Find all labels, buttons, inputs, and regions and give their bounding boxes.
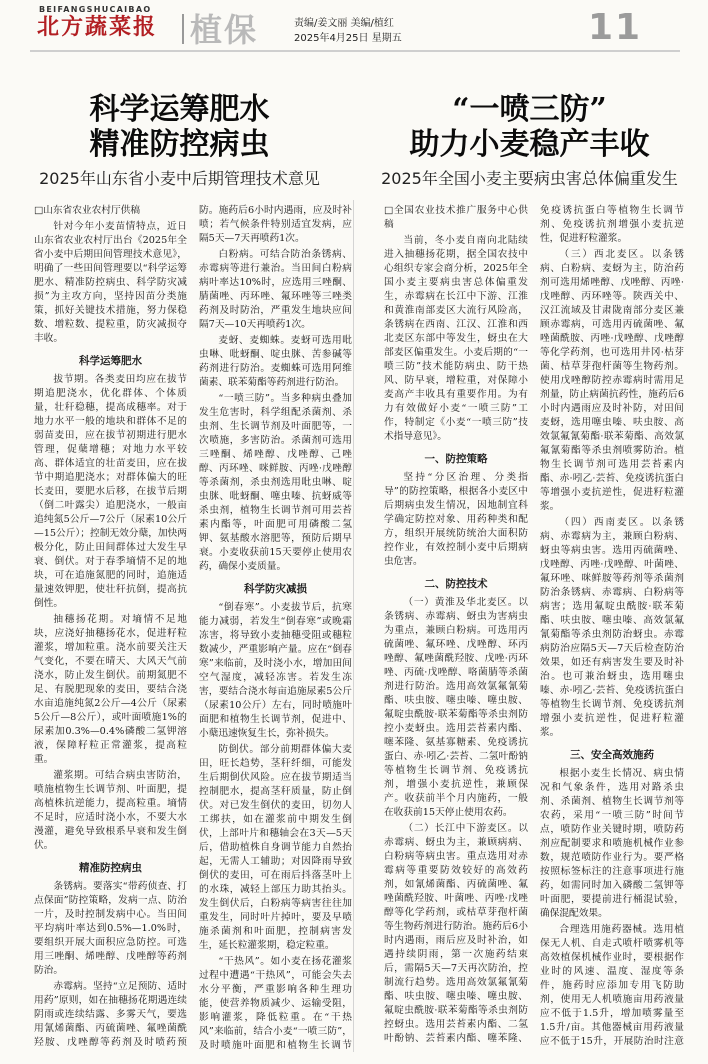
right-article-text [384, 204, 684, 1056]
paragraph: “倒春寒”。小麦拔节后，抗寒能力减弱，若发生“倒春寒”或晚霜冻害，将导致小麦抽穗受阻或穗粒数减少，严重影响产量。应在“倒春寒”来临前，及时浇小水，增加田间空气湿度，减轻冻害。若发生冻害，要结合浇水每亩追施尿素5公斤（尿素10公斤）左右，同时喷施叶面肥和植物生长调节剂，促进中、小蘖迅速恢复生长，弥补损失。 [199, 602, 352, 739]
section-heading: 一、防控策略 [424, 453, 488, 465]
section-title: 植保 [190, 11, 259, 49]
right-article-source: □全国农业技术推广服务中心供稿 [384, 205, 528, 230]
paragraph: 麦蚜、麦蜘蛛。麦蚜可选用吡虫啉、吡蚜酮、啶虫脒、苦参碱等药剂进行防治。麦蜘蛛可选用阿维菌素、联苯菊酯等药剂进行防治。 [199, 335, 352, 388]
issue-date: 2025年4月25日 星期五 [294, 33, 402, 44]
paragraph: （二）长江中下游麦区。以赤霉病、蚜虫为主，兼顾病病、白粉病等病虫害。重点选用对赤霉病等重要防效较好的高效药剂，如氰烯菌酯、丙硫菌唑、氟唑菌酰羟胺、叶菌唑、丙唑·戊唑醇等化学药剂，或枯草芽孢杆菌等生物药剂进行防治。施药后6小时内遇雨，雨后应及时补治，如遇持续阴雨，第一次施药结束后，需隔5天—7天再次防治，控制流行趋势。选用高效氯氟氰菊酯、呋虫胺、噻虫嗪、噻虫胺、氟啶虫酰胺·联苯菊酯等杀虫剂防控蚜虫。选用芸苔素内酯、二氢叶酚钠、芸苔素内酯、噻苯隆、免疫诱抗蛋白等植物生长调节剂、免疫诱抗剂增强小麦抗逆性，促进籽粒灌浆。 [384, 205, 684, 1044]
masthead-separator [182, 14, 184, 44]
masthead-rule [30, 50, 680, 52]
paragraph: 当前，冬小麦自南向北陆续进入抽穗扬花期，据全国农技中心组织专家会商分析，2025年全国小麦主要病虫害总体偏重发生，赤霉病在长江中下游、江淮和黄淮南部麦区大流行风险高，条锈病在西南、江汉、江淮和西北麦区东部中等发生，蚜虫在大部麦区偏重发生。小麦后期的“一喷三防”技术能防病虫、防干热风、防早衰，增粒重，对保障小麦高产丰收具有重要作用。为有力有效做好小麦“一喷三防”工作，特制定《小麦“一喷三防”技术指导意见》。 [384, 235, 528, 442]
paragraph: 抽穗扬花期。对墒情不足地块，应浇好抽穗扬花水，促进籽粒灌浆，增加粒重。浇水前要关注天气变化，不要在晴天、大风天气前浇水，防止发生倒伏。前期氮肥不足、有脱肥现象的麦田，要结合浇水亩追施纯氮2公斤—4公斤（尿素5公斤—8公斤），或叶面喷施1%的尿素加0.3%—0.4%磷酸二氢钾溶液，保障籽粒正常灌浆，提高粒重。 [34, 614, 187, 765]
right-headline-line-1: “一喷三防” [452, 92, 607, 127]
paragraph: “干热风”。如小麦在扬花灌浆过程中遭遇“干热风”，可能会失去水分平衡，严重影响各种生理功能，使营养物质减少、运输受阻，影响灌浆，降低粒重。在“干热风”来临前，结合小麦“一喷三防”，及时喷施叶面肥和植物生长调节 [199, 956, 352, 1051]
left-headline-line-1: 科学运筹肥水 [89, 92, 270, 127]
left-headline-line-2: 精准防控病虫 [89, 127, 270, 162]
article-divider [353, 200, 354, 1052]
section-heading: 精准防控病虫 [79, 862, 142, 874]
paragraph: 防倒伏。部分前期群体偏大麦田，旺长趋势，茎秆纤细，可能发生后期倒伏风险。应在拔节期适当控制肥水，提高茎秆质量，防止倒伏。对已发生倒伏的麦田，切勿人工绑扶，如在灌浆前中期发生倒伏，上部叶片和穗轴会在3天—5天后，借助植株自身调节能力自然抬起，无需人工辅助；对因降雨导致倒伏的麦田，可在雨后抖落茎叶上的水珠，减轻上部压力助其抬头。发生倒伏后，白粉病等病害往往加重发生，同时叶片掉叶，要及早喷施杀菌剂和叶面肥，控制病害发生，延长粒灌浆期，稳定粒重。 [199, 744, 352, 951]
right-article-subtitle: 2025年全国小麦主要病虫害总体偏重发生 [381, 169, 678, 188]
section-heading: 科学防灾减损 [244, 583, 307, 595]
right-article-headline [362, 92, 697, 162]
right-headline-line-2: 助力小麦稳产丰收 [409, 127, 650, 162]
section-heading: 二、防控技术 [424, 578, 488, 590]
left-article-subtitle: 2025年山东省小麦中后期管理技术意见 [39, 169, 320, 188]
page-number: 11 [588, 7, 643, 48]
paragraph: （四）西南麦区。以条锈病、赤霉病为主，兼顾白粉病、蚜虫等病虫害。选用丙硫菌唑、戊唑醇、丙唑·戊唑醇、叶菌唑、氟环唑、咪鲜胺等药剂等杀菌剂防治条锈病、赤霉病、白粉病等病害；选用氟啶虫酰胺·联苯菊酯、呋虫胺、噻虫嗪、高效氯氟氰菊酯等杀虫剂防治蚜虫。赤霉病防治应隔5天—7天后检查防治效果，如还有病害发生要及时补治。也可兼治蚜虫，选用噻虫嗪、赤·吲乙·芸苔、免疫诱抗蛋白等植物生长调节剂、免疫诱抗剂增强小麦抗逆性，促进籽粒灌浆。 [540, 517, 684, 738]
newspaper-logo: 北方蔬菜报 [37, 14, 158, 40]
left-article-source: □山东省农业农村厅供稿 [34, 205, 141, 216]
paragraph: 坚持“分区治理、分类指导”的防控策略，根据各小麦区中后期病虫发生情况，因地制宜科学确定防控对象、用药种类和配方，组织开展统防统治大面积防控作业，有效控制小麦中后期病虫危害。 [384, 472, 528, 567]
left-article-text [34, 204, 352, 1056]
section-heading: 科学运筹肥水 [79, 355, 142, 367]
paragraph: 根据小麦生长情况、病虫情况和气象条件，选用对路杀虫剂、杀菌剂、植物生长调节剂等农药，采用“一喷三防”时间节点，喷防作业关键时期，喷防药剂应配制要求和喷施机械作业参数，规范喷防作业行为。要严格按照标签标注的注意事项进行施药，如需同时加入磷酸二氢钾等叶面肥，要提前进行桶混试验，确保混配效果。 [540, 768, 684, 919]
paragraph: 白粉病。可结合防治条锈病、赤霉病等进行兼治。当田间白粉病病叶率达10%时，应选用三唑酮、腈菌唑、丙环唑、氟环唑等三唑类药剂及时防治，严重发生地块应间隔7天—10天再喷药1次。 [199, 249, 352, 330]
paragraph: 灌浆期。可结合病虫害防治，喷施植物生长调节剂、叶面肥，提高植株抗逆能力，提高粒重。墒情不足时，应适时浇小水，不要大水漫灌，避免导致根系早衰和发生倒伏。 [34, 770, 187, 851]
paragraph: 条锈病。要落实“带药侦查、打点保面”防控策略，发病一点、防治一片，及时控制发病中心。当田间平均病叶率达到0.5%—1.0%时，要组织开展大面积应急防控。可选用三唑酮、烯唑醇、戊唑醇等药剂防治。 [34, 881, 187, 976]
paragraph: “一喷三防”。当多种病虫叠加发生危害时，科学组配杀菌剂、杀虫剂、生长调节剂及叶面肥等，一次喷施，多害防治。杀菌剂可选用三唑酮、烯唑醇、戊唑醇、己唑醇、丙环唑、咪鲜胺、丙唑·戊唑醇等杀菌剂，杀虫剂选用吡虫啉、啶虫脒、吡蚜酮、噻虫嗪、抗蚜威等杀虫剂，植物生长调节剂可用芸苔素内酯等，叶面肥可用磷酸二氢钾、氨基酸水溶肥等，预防后期早衰。小麦收获前15天要停止使用农药，确保小麦质量。 [199, 393, 352, 572]
section-heading: 三、安全高效施药 [570, 749, 654, 761]
editor-credits: 责编/姜文丽 美编/植红 [294, 18, 394, 29]
paragraph: （一）黄淮及华北麦区。以条锈病、赤霉病、蚜虫为害病虫为重点，兼顾白粉病。可选用丙硫菌唑、氟环唑、戊唑醇、环丙唑醇、氟唑菌酰羟胺、戊唑·丙环唑、丙硫·戊唑醇、咯菌腈等杀菌剂进行防治。选用高效氯氟氰菊酯、呋虫胺、噻虫嗪、噻虫胺、氟啶虫酰胺·联苯菊酯等杀虫剂防控小麦蚜虫。选用芸苔素内酯、噻苯隆、氨基寡糖素、免疫诱抗蛋白、赤·吲乙·芸苔、二氢叶酚钠等植物生长调节剂、免疫诱抗剂，增强小麦抗逆性，兼顾保产。收获前半个月内施药，一般在收获前15天停止使用农药。 [384, 597, 528, 818]
left-article-body [34, 204, 352, 1056]
left-article-headline [12, 92, 347, 162]
paragraph: 拔节期。各类麦田均应在拔节期追肥浇水，优化群体、个体质量，壮秆稳穗，提高成穗率。对于地力水平一般的地块和群体不足的弱苗麦田，应在拔节初期进行肥水管理，促蘖增穗；对地力水平较高、群体适宜的壮苗麦田，应在拔节中期追肥浇水；对群体偏大的旺长麦田，要肥水后移，在拔节后期（倒二叶露尖）追肥浇水，一般亩追纯氮5公斤—7公斤（尿素10公斤—15公斤）；控制无效分蘖，加快两极分化，防止田间群体过大发生早衰、倒伏。对于春季墒情不足的地块，可在追施氮肥的同时，追施适量速效钾肥，使壮秆抗倒，提高抗倒性。 [34, 374, 187, 609]
paragraph: 合理选用施药器械。选用植保无人机、自走式喷杆喷雾机等高效植保机械作业时，要根据作业时的风速、温度、湿度等条件，施药时应添加专用飞防助剂，使用无人机喷施亩用药液量应不低于1.5升，增加喷雾量至1.5升/亩。其他器械亩用药液量应不低于15升，开展防治时注意 [540, 924, 684, 1047]
paragraph: 针对今年小麦苗情特点，近日山东省农业农村厅出台《2025年全省小麦中后期田间管理技术意见》，明确了一些田间管理要以“科学运筹肥水、精准防控病虫、科学防灾减损”为主攻方向，坚持因苗分类施策，抓好关键技术措施，努力保稳数、增粒数、提粒重，防灾减损夺丰收。 [34, 221, 187, 344]
right-article-body [384, 204, 684, 1056]
masthead-pinyin: BEIFANGSHUCAIBAO [39, 5, 152, 14]
paragraph: （三）西北麦区。以条锈病、白粉病、麦蚜为主，防治药剂可选用烯唑醇、戊唑醇、丙唑·戊唑醇、丙环唑等。陕西关中、汉江流域及甘肃陇南部分麦区兼顾赤霉病，可选用丙硫菌唑、氟唑菌酰胺、丙唑·戊唑醇、戊唑醇等化学药剂，也可选用井冈·枯芽菌、枯草芽孢杆菌等生物药剂。使用戊唑醇防控赤霉病时需用足剂量，防止病菌抗药性，施药后6小时内遇雨应及时补防，对田间麦蚜，选用噻虫嗪、呋虫胺、高效氯氟氰菊酯·联苯菊酯、高效氯氟氰菊酯等杀虫剂喷雾防治。植物生长调节剂可选用芸苔素内酯、赤·吲乙·芸苔、免疫诱抗蛋白等增强小麦抗逆性，促进籽粒灌浆。 [540, 249, 684, 512]
paragraph: 赤霉病。坚持“立足预防、适时用药”原则，如在抽穗扬花期遇连续阴雨或连续结露、多雾天气，要选用氰烯菌酯、丙硫菌唑、氟唑菌酰羟胺、戊唑醇等药剂及时喷药预防。施药后6小时内遇雨，应及时补喷；若气候条件特别适宜发病，应隔5天—7天再喷药1次。 [34, 205, 352, 1048]
